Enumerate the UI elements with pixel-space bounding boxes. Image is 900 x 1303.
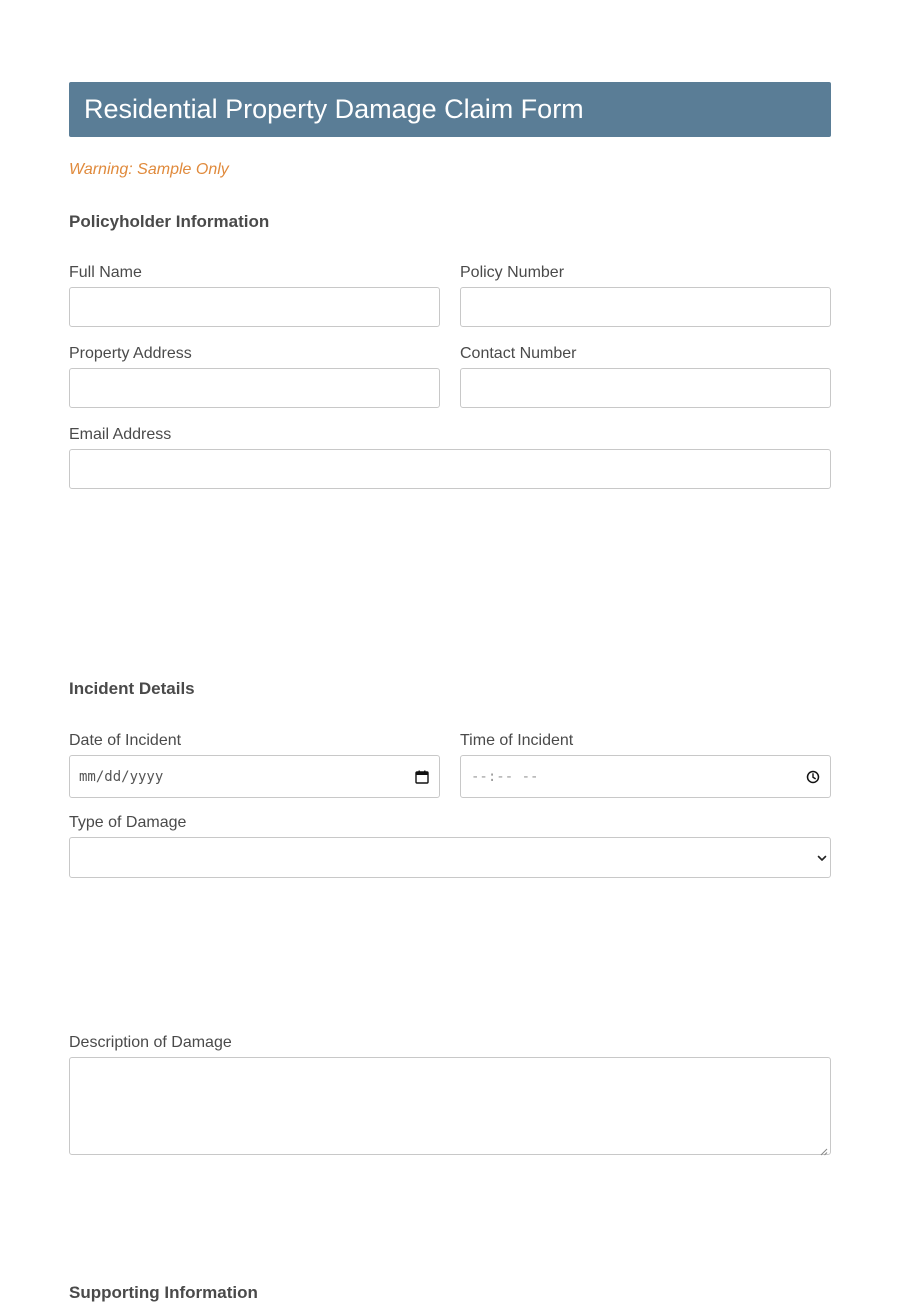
field-damage-type [69, 814, 831, 878]
section-heading-incident: Incident Details [69, 679, 195, 698]
email-input[interactable] [69, 449, 831, 489]
section-heading-supporting: Supporting Information [69, 1283, 258, 1302]
date-input[interactable] [69, 755, 440, 798]
full-name-input[interactable] [69, 287, 440, 327]
field-policy-number [460, 264, 831, 327]
row-name-policy [69, 264, 831, 327]
clock-icon[interactable] [806, 770, 820, 784]
damage-type-label: Type of Damage [69, 814, 187, 831]
row-damage-type [69, 814, 831, 878]
full-name-label: Full Name [69, 264, 142, 281]
property-address-label: Property Address [69, 345, 192, 362]
policy-number-input[interactable] [460, 287, 831, 327]
date-label: Date of Incident [69, 732, 182, 749]
field-email [69, 426, 831, 489]
form-header [69, 82, 831, 137]
time-label: Time of Incident [460, 732, 574, 749]
policy-number-label: Policy Number [460, 264, 565, 281]
section-heading-policyholder: Policyholder Information [69, 212, 270, 231]
contact-number-input[interactable] [460, 368, 831, 408]
time-input[interactable] [460, 755, 831, 798]
row-email [69, 426, 831, 489]
row-address-contact [69, 345, 831, 408]
email-label: Email Address [69, 426, 172, 443]
contact-number-label: Contact Number [460, 345, 577, 362]
field-property-address [69, 345, 440, 408]
calendar-icon[interactable] [415, 770, 429, 784]
field-description [69, 1034, 831, 1155]
warning-text: Warning: Sample Only [69, 161, 229, 178]
time-placeholder: --:-- -- [471, 768, 539, 785]
field-full-name [69, 264, 440, 327]
description-label: Description of Damage [69, 1034, 232, 1051]
row-date-time [69, 732, 831, 798]
resize-grip-icon[interactable] [819, 1143, 828, 1152]
form-title: Residential Property Damage Claim Form [84, 94, 584, 124]
field-time [460, 732, 831, 798]
damage-type-select[interactable] [69, 837, 831, 878]
chevron-down-icon [816, 852, 828, 864]
property-address-input[interactable] [69, 368, 440, 408]
field-contact-number [460, 345, 831, 408]
row-description [69, 1034, 831, 1155]
date-placeholder: mm/dd/yyyy [79, 768, 164, 785]
field-date [69, 732, 440, 798]
description-textarea[interactable] [69, 1057, 831, 1155]
claim-form [69, 82, 831, 1303]
